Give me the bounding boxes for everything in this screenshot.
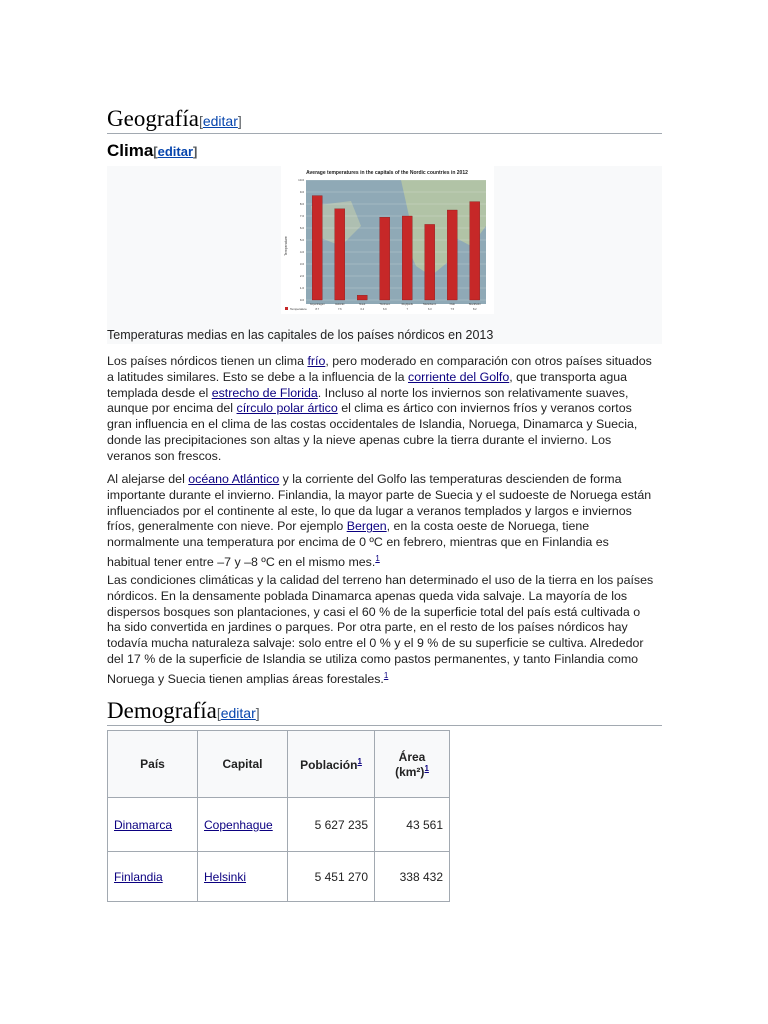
table-row <box>108 798 450 852</box>
cell-pais <box>108 798 198 852</box>
subsection-heading-clima <box>107 141 197 161</box>
y-tick-label: 3.0 <box>299 262 304 266</box>
data-label: 6.9 <box>382 308 387 311</box>
header-unit: (km²) <box>395 764 425 779</box>
cell-poblacion: 5 451 270 <box>288 852 375 902</box>
text: Los países nórdicos tienen un clima <box>107 354 308 368</box>
table-row <box>108 852 450 902</box>
reference-link[interactable]: 1 <box>375 553 380 563</box>
data-label: 7.5 <box>450 308 455 311</box>
y-tick-label: 1.0 <box>299 286 304 290</box>
edit-section-link: [editar] <box>198 113 242 129</box>
heading-title: Clima <box>107 141 154 160</box>
y-tick-label: 9.0 <box>299 190 304 194</box>
demographics-table <box>107 730 450 902</box>
y-tick-label: 10.0 <box>298 178 304 182</box>
edit-link[interactable]: editar <box>157 144 194 159</box>
text: . Incluso al norte los inviernos son relativamente suaves, aunque por encima del <box>107 385 629 416</box>
section-heading-demografia <box>107 698 662 726</box>
link-circulo-polar-artico[interactable]: círculo polar ártico <box>236 401 338 416</box>
y-tick-label: 8.0 <box>299 202 304 206</box>
heading-title: Demografía <box>107 698 217 723</box>
bar <box>335 209 345 300</box>
link-bergen[interactable]: Bergen <box>346 519 387 534</box>
text: y la corriente del Golfo las temperaturas descienden de forma importante durante el invierno. Finlandia, la mayor parte de Suecia y el sudoeste de Noruega están influenciados por el continente al este, lo que da lugar a veranos templados y largos e inviernos fríos, generalmente con nieve. Por ejemplo <box>107 472 652 534</box>
y-tick-label: 2.0 <box>299 274 304 278</box>
y-tick-label: 7.0 <box>299 214 304 218</box>
x-tick-label: Mariehamn <box>423 303 437 306</box>
y-tick-label: 0.0 <box>299 298 304 302</box>
edit-link[interactable]: editar <box>202 113 238 129</box>
paragraph-clima-3 <box>107 573 655 688</box>
text: Al alejarse del <box>107 472 189 486</box>
header-pais: País <box>108 731 198 798</box>
link-oceano-atlantico[interactable]: océano Atlántico <box>188 472 280 486</box>
y-tick-label: 4.0 <box>299 250 304 254</box>
chart-title: Average temperatures in the capitals of the Nordic countries in 2012 <box>306 170 468 176</box>
y-tick-label: 5.0 <box>299 238 304 242</box>
reference-link[interactable]: 1 <box>383 670 389 680</box>
x-tick-label: Reykjavík <box>401 303 413 306</box>
text: el clima es ártico con inviernos fríos y veranos cortos gran influencia en el clima de las costas occidentales de Islandia, Noruega, Dinamarca y Suecia, donde las precipitaciones son altas y la nieve apenas cubre la tierra durante el invierno. Los veranos son frescos. <box>107 401 638 463</box>
link-frio[interactable]: frío <box>307 354 326 368</box>
data-label: 6.3 <box>427 308 432 311</box>
bar <box>357 295 367 300</box>
text: , en la costa oeste de Noruega, tiene normalmente una temperatura por encima de 0 ºC en febrero, mientras que en Finlandia es habitual tener entre –7 y –8 ºC en el mismo mes. <box>107 519 609 570</box>
legend-swatch <box>285 307 288 310</box>
bar <box>447 210 457 300</box>
x-tick-label: Oslo <box>449 303 455 306</box>
bar <box>470 202 480 300</box>
bar <box>402 216 412 300</box>
text: , pero moderado en comparación con otros países situados a latitudes similares. Esto se debe a la influencia de la <box>107 354 652 384</box>
cell-area: 338 432 <box>375 852 450 902</box>
data-label: 0.4 <box>360 308 365 311</box>
heading-title: Geografía <box>107 106 199 131</box>
bar <box>425 224 435 300</box>
header-poblacion <box>288 731 375 798</box>
link-country[interactable]: Dinamarca <box>114 817 173 832</box>
paragraph-clima-2 <box>107 472 655 571</box>
bar <box>380 217 390 300</box>
reference-link[interactable]: 1 <box>357 756 362 766</box>
temperature-chart-svg <box>281 166 494 314</box>
link-corriente-del-golfo[interactable]: corriente del Golfo <box>408 369 510 384</box>
temperature-chart[interactable] <box>281 166 494 314</box>
cell-pais <box>108 852 198 902</box>
figure-caption: Temperaturas medias en las capitales de los países nórdicos en 2013 <box>107 328 494 342</box>
section-heading-geografia <box>107 106 662 134</box>
bar <box>312 196 322 300</box>
paragraph-clima-1 <box>107 354 655 465</box>
edit-section-link: [editar] <box>216 705 260 721</box>
reference-link[interactable]: 1 <box>424 763 429 773</box>
data-label: 8.7 <box>315 308 320 311</box>
link-country[interactable]: Finlandia <box>114 869 163 884</box>
data-label: 8.2 <box>472 308 477 311</box>
header-label: Área <box>398 749 426 764</box>
link-capital[interactable]: Copenhague <box>204 817 273 832</box>
header-label: Población <box>300 757 358 772</box>
cell-capital <box>198 798 288 852</box>
link-capital[interactable]: Helsinki <box>204 869 247 884</box>
x-tick-label: Stockholm <box>468 303 481 306</box>
cell-poblacion: 5 627 235 <box>288 798 375 852</box>
edit-link[interactable]: editar <box>220 705 256 721</box>
data-label: 7 <box>406 308 408 311</box>
link-estrecho-de-florida[interactable]: estrecho de Florida <box>211 385 318 400</box>
x-tick-label: Copenhagen <box>309 303 325 306</box>
x-tick-label: Helsinki <box>335 303 345 306</box>
y-tick-label: 6.0 <box>299 226 304 230</box>
cell-area: 43 561 <box>375 798 450 852</box>
edit-section-link: [editar] <box>153 144 198 159</box>
text: Las condiciones climáticas y la calidad del terreno han determinado el uso de la tierra en los países nórdicos. En la densamente poblada Dinamarca apenas queda vida salvaje. La mayoría de los dispersos bosques son plantaciones, y casi el 60 % de la superficie total del país está cultivada o ha sido convertida en jardines o parques. Por otra parte, en el resto de los países nórdicos hay todavía mucha naturaleza salvaje: solo entre el 0 % y el 9 % de su superficie se cultiva. Alrededor del 17 % de la superficie de Islandia se utiliza como pastos permanentes, y tanto Finlandia como Noruega y Suecia tienen amplias áreas forestales. <box>107 573 654 686</box>
text: , que transporta agua templada desde el <box>107 369 628 400</box>
x-tick-label: Tórshavn <box>379 303 391 306</box>
header-capital: Capital <box>198 731 288 798</box>
cell-capital <box>198 852 288 902</box>
header-area <box>375 731 450 798</box>
y-axis-label: Temperature <box>284 236 288 256</box>
x-tick-label: Nuuk <box>359 303 366 306</box>
data-label: 7.6 <box>337 308 342 311</box>
table-header-row <box>108 731 450 798</box>
legend-label: Temperature <box>290 307 307 311</box>
